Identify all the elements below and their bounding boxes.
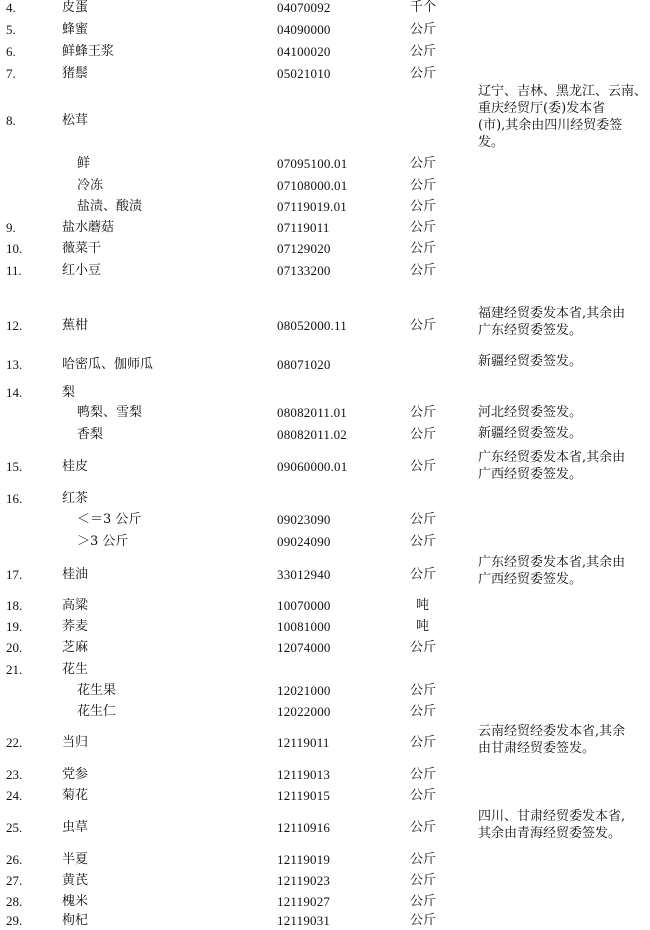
product-name: 红小豆 — [62, 263, 102, 278]
remark-line: 由甘肃经贸委签发。 — [478, 741, 596, 756]
remark-line: 发。 — [478, 135, 505, 150]
product-code: 12119023 — [277, 873, 331, 888]
product-name: 红茶 — [62, 491, 89, 506]
product-code: 09024090 — [277, 534, 331, 549]
product-unit: 公斤 — [410, 405, 437, 420]
remark-line: (市),其余由四川经贸委签 — [478, 118, 623, 133]
product-name: 哈密瓜、伽师瓜 — [62, 357, 154, 372]
product-unit: 公斤 — [410, 459, 437, 474]
product-code: 12119013 — [277, 767, 331, 782]
product-subitem: 盐渍、酸渍 — [77, 199, 143, 214]
product-code: 12022000 — [277, 704, 331, 719]
row-number: 10. — [6, 241, 23, 256]
product-unit: 公斤 — [410, 873, 437, 888]
product-unit: 公斤 — [410, 788, 437, 803]
product-name: 猪鬃 — [62, 66, 89, 81]
product-code: 07119011 — [277, 220, 330, 235]
product-unit: 千个 — [410, 0, 437, 15]
product-unit: 公斤 — [410, 156, 437, 171]
product-name: 薇菜干 — [62, 241, 102, 256]
product-subitem: 花生仁 — [77, 704, 117, 719]
product-code: 09023090 — [277, 512, 331, 527]
product-code: 08082011.01 — [277, 405, 347, 420]
product-unit: 公斤 — [410, 735, 437, 750]
product-unit: 公斤 — [410, 913, 437, 928]
product-code: 10081000 — [277, 619, 331, 634]
product-code: 12110916 — [277, 820, 331, 835]
product-subitem: 冷冻 — [77, 178, 104, 193]
row-number: 27. — [6, 873, 23, 888]
row-number: 11. — [6, 263, 22, 278]
product-code: 09060000.01 — [277, 459, 348, 474]
product-unit: 公斤 — [410, 220, 437, 235]
product-code: 08082011.02 — [277, 427, 347, 442]
remark-line: 云南经贸经委发本省,其余 — [478, 724, 626, 739]
remark-line: 福建经贸委发本省,其余由 — [478, 306, 626, 321]
product-name: 槐米 — [62, 894, 89, 909]
product-name: 蕉柑 — [62, 318, 89, 333]
row-number: 16. — [6, 491, 23, 506]
product-unit: 公斤 — [410, 567, 437, 582]
remark-line: 广东经贸委签发。 — [478, 323, 583, 338]
product-subitem: 鲜 — [77, 156, 91, 171]
row-number: 6. — [6, 44, 16, 59]
remark-line: 河北经贸委签发。 — [478, 405, 583, 420]
product-name: 鲜蜂王浆 — [62, 44, 115, 59]
product-code: 05021010 — [277, 66, 331, 81]
product-code: 08052000.11 — [277, 318, 347, 333]
product-unit: 公斤 — [410, 534, 437, 549]
row-number: 13. — [6, 357, 23, 372]
row-number: 14. — [6, 385, 23, 400]
product-code: 07129020 — [277, 241, 331, 256]
product-name: 皮蛋 — [62, 0, 89, 15]
row-number: 15. — [6, 459, 23, 474]
remark-line: 新疆经贸委签发。 — [478, 426, 583, 441]
product-unit: 吨 — [416, 619, 430, 634]
product-unit: 公斤 — [410, 22, 437, 37]
product-subitem: 花生果 — [77, 683, 117, 698]
product-subitem: ＜＝3 公斤 — [77, 512, 142, 527]
product-code: 08071020 — [277, 357, 331, 372]
row-number: 22. — [6, 735, 23, 750]
product-name: 虫草 — [62, 820, 89, 835]
product-code: 07119019.01 — [277, 199, 347, 214]
row-number: 4. — [6, 0, 16, 15]
product-code: 12119031 — [277, 913, 331, 928]
product-unit: 公斤 — [410, 852, 437, 867]
product-unit: 公斤 — [410, 704, 437, 719]
product-code: 07133200 — [277, 263, 331, 278]
product-code: 12119015 — [277, 788, 331, 803]
product-name: 桂皮 — [62, 459, 89, 474]
product-unit: 公斤 — [410, 683, 437, 698]
product-code: 10070000 — [277, 598, 331, 613]
product-name: 松茸 — [62, 113, 89, 128]
product-unit: 公斤 — [410, 66, 437, 81]
product-code: 04070092 — [277, 0, 331, 15]
remark-line: 辽宁、吉林、黑龙江、云南、 — [478, 84, 648, 99]
row-number: 8. — [6, 113, 16, 128]
product-name: 当归 — [62, 735, 89, 750]
row-number: 18. — [6, 598, 23, 613]
row-number: 24. — [6, 788, 23, 803]
remark-line: 广西经贸委签发。 — [478, 572, 583, 587]
row-number: 21. — [6, 662, 23, 677]
product-unit: 公斤 — [410, 241, 437, 256]
product-code: 07095100.01 — [277, 156, 348, 171]
product-name: 盐水蘑菇 — [62, 220, 115, 235]
remark-line: 新疆经贸委签发。 — [478, 354, 583, 369]
product-name: 花生 — [62, 662, 89, 677]
product-unit: 公斤 — [410, 427, 437, 442]
product-code: 12119011 — [277, 735, 330, 750]
product-name: 桂油 — [62, 567, 89, 582]
remark-line: 广东经贸委发本省,其余由 — [478, 450, 626, 465]
product-name: 半夏 — [62, 852, 89, 867]
product-unit: 公斤 — [410, 640, 437, 655]
product-unit: 吨 — [416, 598, 430, 613]
product-unit: 公斤 — [410, 263, 437, 278]
row-number: 12. — [6, 318, 23, 333]
row-number: 23. — [6, 767, 23, 782]
row-number: 29. — [6, 913, 23, 928]
row-number: 17. — [6, 567, 23, 582]
product-unit: 公斤 — [410, 767, 437, 782]
product-code: 04100020 — [277, 44, 331, 59]
product-code: 12119027 — [277, 894, 331, 909]
remark-line: 广东经贸委发本省,其余由 — [478, 555, 626, 570]
product-name: 黄芪 — [62, 873, 89, 888]
product-name: 党参 — [62, 767, 89, 782]
product-code: 12021000 — [277, 683, 331, 698]
product-code: 33012940 — [277, 567, 331, 582]
product-unit: 公斤 — [410, 894, 437, 909]
product-code: 07108000.01 — [277, 178, 348, 193]
product-unit: 公斤 — [410, 199, 437, 214]
product-subitem: ＞3 公斤 — [77, 534, 129, 549]
row-number: 28. — [6, 894, 23, 909]
product-name: 蜂蜜 — [62, 22, 89, 37]
row-number: 26. — [6, 852, 23, 867]
product-name: 高粱 — [62, 598, 89, 613]
row-number: 7. — [6, 66, 16, 81]
product-unit: 公斤 — [410, 820, 437, 835]
product-name: 荞麦 — [62, 619, 89, 634]
product-subitem: 鸭梨、雪梨 — [77, 405, 143, 420]
product-code: 12074000 — [277, 640, 331, 655]
product-name: 枸杞 — [62, 913, 89, 928]
product-unit: 公斤 — [410, 178, 437, 193]
row-number: 19. — [6, 619, 23, 634]
remark-line: 重庆经贸厅(委)发本省 — [478, 101, 606, 116]
product-code: 12119019 — [277, 852, 331, 867]
product-unit: 公斤 — [410, 44, 437, 59]
product-unit: 公斤 — [410, 512, 437, 527]
remark-line: 四川、甘肃经贸委发本省, — [478, 809, 626, 824]
remark-line: 其余由青海经贸委签发。 — [478, 826, 622, 841]
remark-line: 广西经贸委签发。 — [478, 467, 583, 482]
product-code: 04090000 — [277, 22, 331, 37]
row-number: 9. — [6, 220, 16, 235]
row-number: 20. — [6, 640, 23, 655]
product-name: 梨 — [62, 385, 76, 400]
product-name: 菊花 — [62, 788, 89, 803]
product-name: 芝麻 — [62, 640, 89, 655]
row-number: 25. — [6, 820, 23, 835]
row-number: 5. — [6, 22, 16, 37]
product-subitem: 香梨 — [77, 427, 104, 442]
product-unit: 公斤 — [410, 318, 437, 333]
